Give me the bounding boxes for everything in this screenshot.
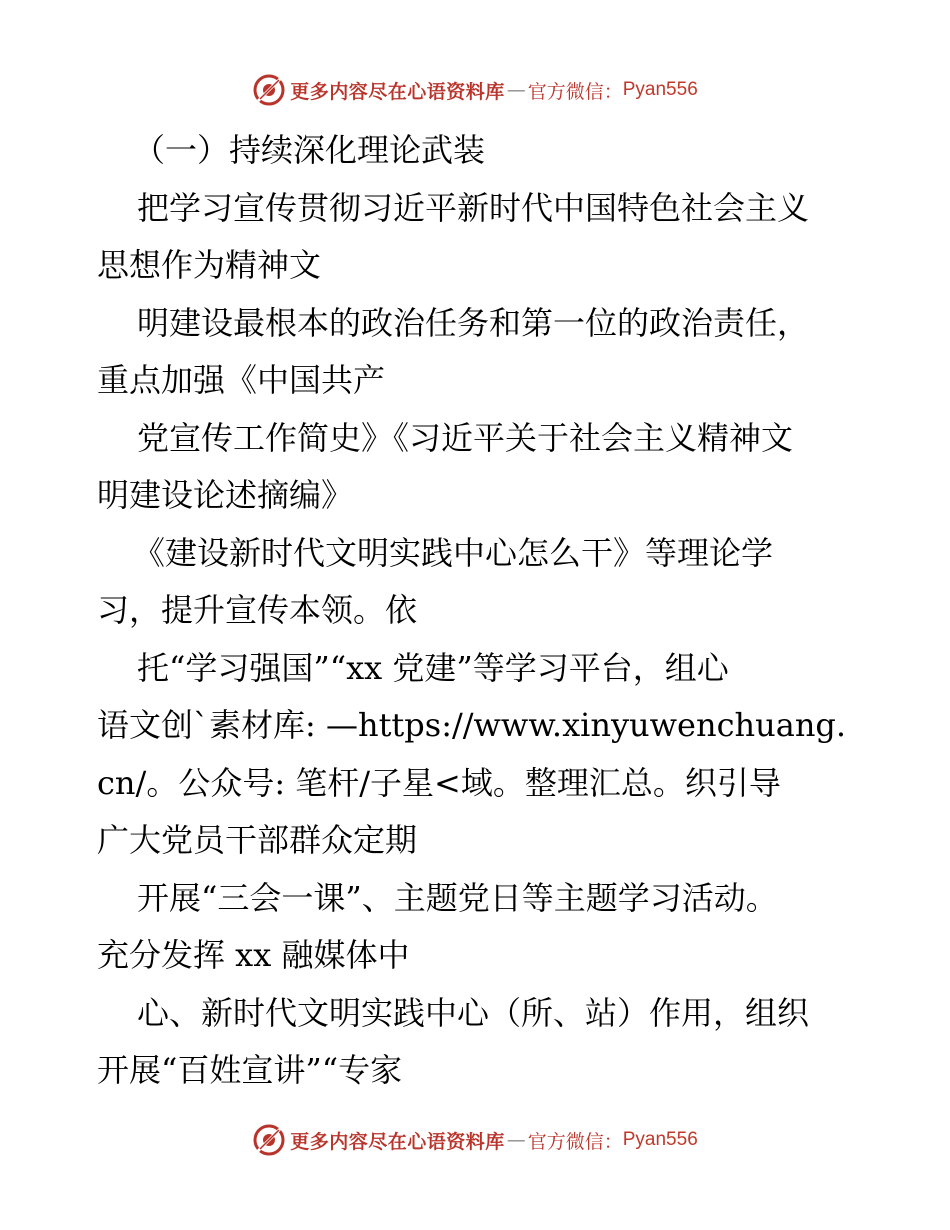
watermark-footer — [0, 1120, 950, 1160]
paragraph-line: cn/。公众号: 笔杆/子星<域。整理汇总。织引导 — [97, 763, 781, 802]
watermark-header — [0, 70, 950, 110]
watermark-main-text: 更多内容尽在心语资料库 — [290, 80, 505, 103]
paragraph-line: 《建设新时代文明实践中心怎么干》等理论学 — [133, 533, 774, 572]
watermark-official-text: 官方微信： — [527, 80, 623, 103]
brand-logo-icon — [252, 73, 286, 107]
paragraph-line: 把学习宣传贯彻习近平新时代中国特色社会主义 — [137, 188, 810, 227]
paragraph-line: 托“学习强国”“xx 党建”等学习平台，组心 — [137, 648, 729, 687]
paragraph-line: 明建设最根本的政治任务和第一位的政治责任， — [137, 303, 810, 342]
document-body — [97, 122, 857, 1100]
watermark-wechat-id: Pyan556 — [622, 79, 698, 100]
paragraph-line: 语文创`素材库: —https://www.xinyuwenchuang. — [97, 706, 847, 744]
paragraph-line: 开展“百姓宣讲”“专家 — [97, 1051, 403, 1089]
paragraph-line: 充分发挥 xx 融媒体中 — [97, 936, 410, 974]
paragraph-line: 明建设论述摘编》 — [97, 476, 354, 514]
watermark-main-text: 更多内容尽在心语资料库 — [290, 1130, 505, 1153]
paragraph-line: 开展“三会一课”、主题党日等主题学习活动。 — [137, 878, 778, 917]
paragraph-line: 广大党员干部群众定期 — [97, 821, 418, 859]
watermark-dash: — — [506, 1129, 526, 1151]
watermark-wechat-id: Pyan556 — [622, 1129, 698, 1150]
paragraph-line: 重点加强《中国共产 — [97, 361, 386, 399]
paragraph-line: 习，提升宣传本领。依 — [97, 591, 418, 629]
brand-logo-icon — [252, 1123, 286, 1157]
watermark-dash: — — [506, 79, 526, 101]
watermark-official-text: 官方微信： — [527, 1130, 623, 1153]
paragraph-line: 思想作为精神文 — [97, 246, 322, 284]
paragraph-line: 心、新时代文明实践中心（所、站）作用，组织 — [137, 993, 810, 1032]
paragraph-line: 党宣传工作简史》《习近平关于社会主义精神文 — [137, 418, 794, 457]
section-heading: （一）持续深化理论武装 — [133, 131, 486, 169]
